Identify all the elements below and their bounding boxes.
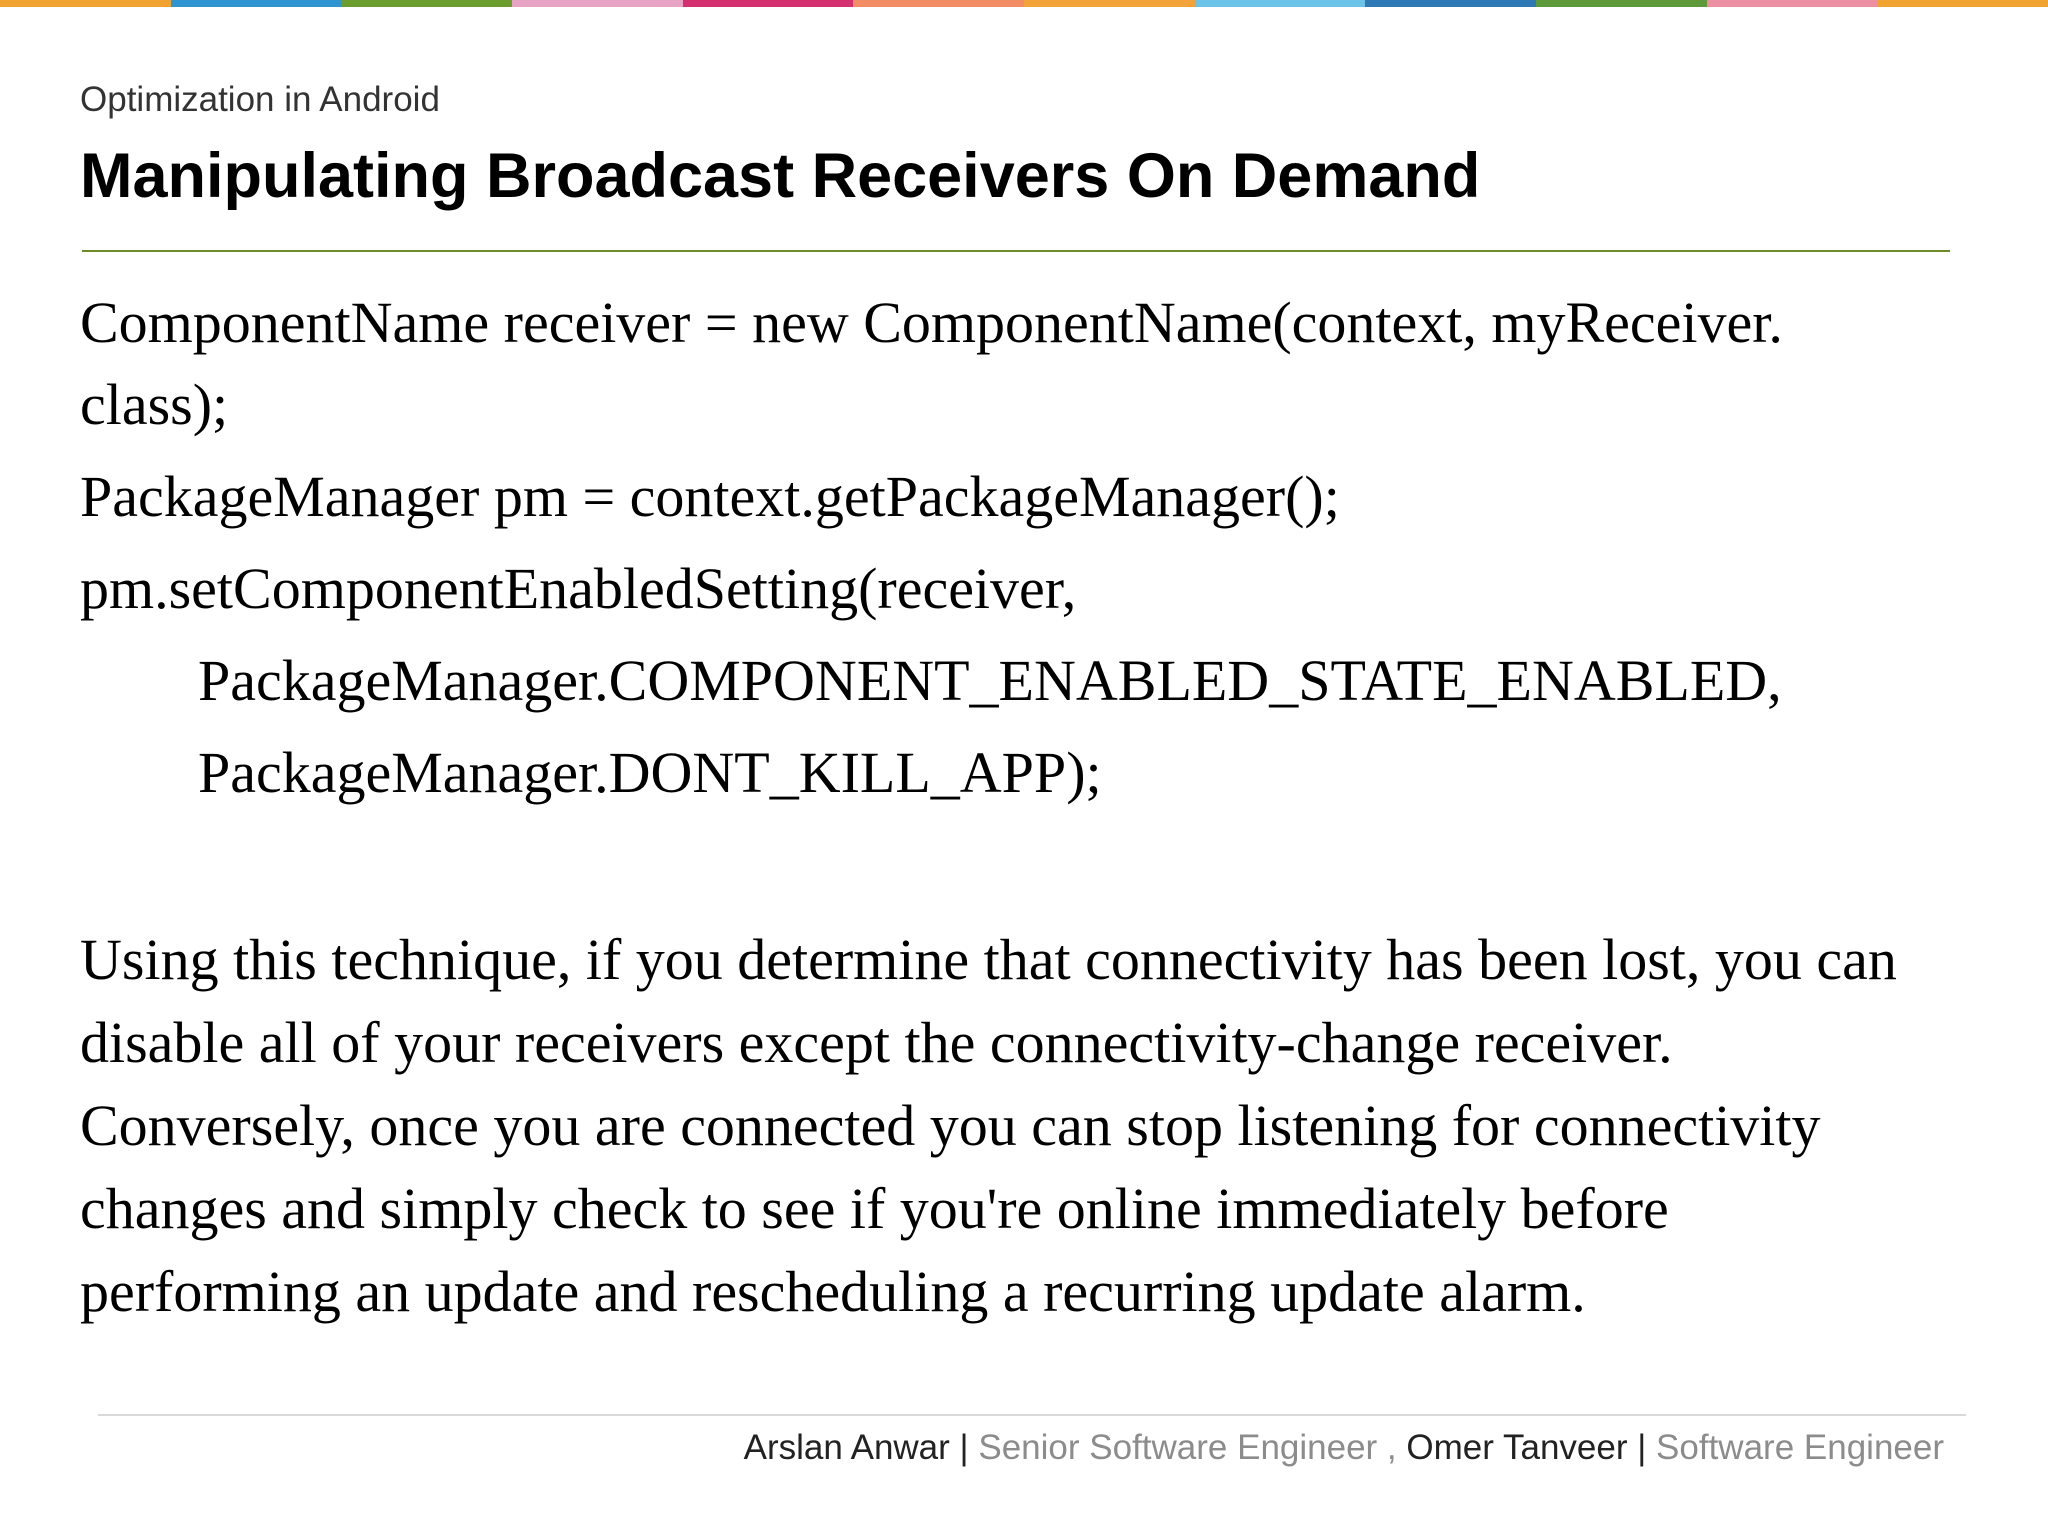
stripe-segment xyxy=(1195,0,1366,7)
code-line-4: pm.setComponentEnabledSetting(receiver, xyxy=(80,556,1077,621)
stripe-segment xyxy=(1024,0,1195,7)
stripe-segment xyxy=(853,0,1024,7)
stripe-segment xyxy=(1536,0,1707,7)
top-color-stripe xyxy=(0,0,2048,7)
author2-name: Omer Tanveer xyxy=(1396,1428,1628,1467)
slide-subtitle: Optimization in Android xyxy=(80,80,440,119)
code-snippet xyxy=(80,282,1960,814)
author1-role: Senior Software Engineer , xyxy=(978,1428,1397,1467)
slide-title: Manipulating Broadcast Receivers On Demand xyxy=(80,141,1481,211)
code-line-2: class); xyxy=(80,372,229,437)
paragraph-line: changes and simply check to see if you're online immediately before xyxy=(80,1176,1669,1241)
paragraph-line: disable all of your receivers except the connectivity-change receiver. xyxy=(80,1010,1673,1075)
code-line-6: PackageManager.DONT_KILL_APP); xyxy=(198,740,1102,805)
paragraph-line: Conversely, once you are connected you can stop listening for connectivity xyxy=(80,1093,1821,1158)
code-line-5: PackageManager.COMPONENT_ENABLED_STATE_ENABLED, xyxy=(198,648,1782,713)
author1-separator: | xyxy=(949,1428,979,1467)
author2-role: Software Engineer xyxy=(1656,1428,1944,1467)
stripe-segment xyxy=(171,0,342,7)
title-divider xyxy=(82,250,1950,252)
stripe-segment xyxy=(1707,0,1878,7)
stripe-segment xyxy=(512,0,683,7)
author1-name: Arslan Anwar xyxy=(743,1428,950,1467)
stripe-segment xyxy=(0,0,171,7)
code-line-1: ComponentName receiver = new ComponentName(context, myReceiver. xyxy=(80,290,1783,355)
paragraph-line: performing an update and rescheduling a recurring update alarm. xyxy=(80,1259,1586,1324)
paragraph-line: Using this technique, if you determine that connectivity has been lost, you can xyxy=(80,927,1897,992)
footer-divider xyxy=(98,1414,1966,1416)
stripe-segment xyxy=(1365,0,1536,7)
footer-credits xyxy=(744,1428,1944,1468)
stripe-segment xyxy=(683,0,854,7)
explanation-paragraph xyxy=(80,918,1980,1333)
stripe-segment xyxy=(1877,0,2048,7)
code-line-3: PackageManager pm = context.getPackageManager(); xyxy=(80,464,1340,529)
author2-separator: | xyxy=(1627,1428,1657,1467)
stripe-segment xyxy=(341,0,512,7)
